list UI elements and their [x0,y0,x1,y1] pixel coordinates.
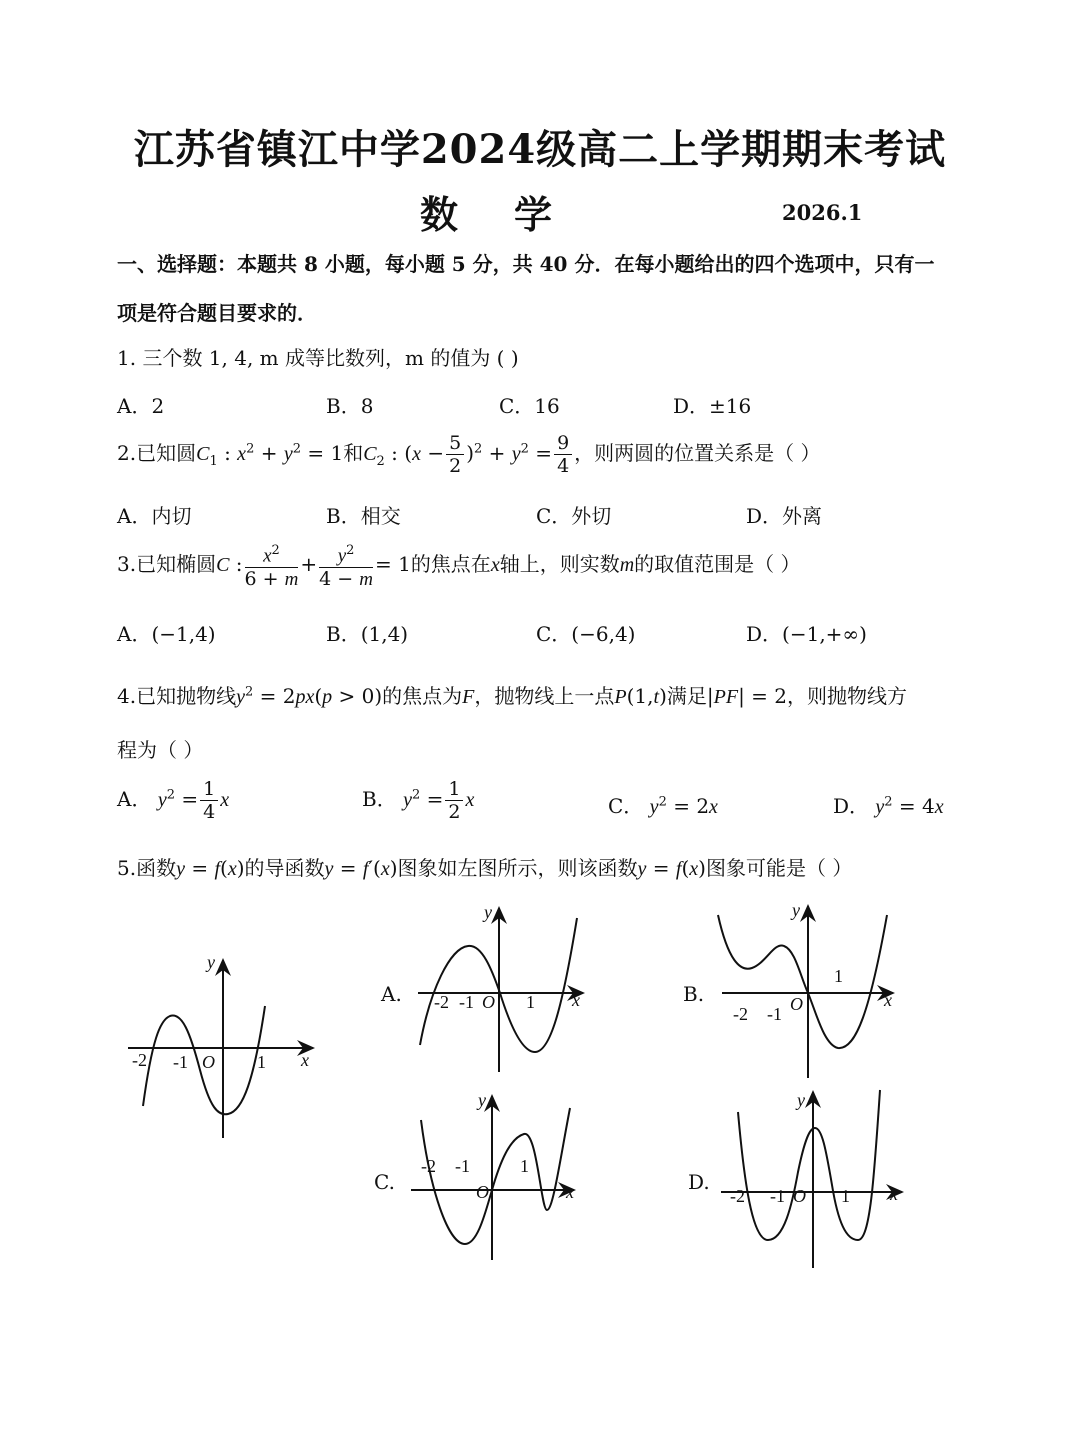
q2-option-c: C．外切 [536,504,612,528]
axis-label-x: x [890,1184,898,1204]
q1-option-b: B．8 [326,394,374,418]
q4-option-c-label: C． [608,794,644,818]
tick-label: -1 [459,992,474,1012]
q4-option-d: D． $y^2 = 4x$ [833,794,944,818]
q2-option-a: A．内切 [117,504,192,528]
q5-suffix: 图象可能是（ ） [705,856,853,880]
q3-option-b: B．(1,4) [326,622,409,646]
q4-option-c: C． $y^2 = 2x$ [608,794,718,818]
origin-label: O [482,992,495,1012]
tick-label: 1 [834,966,843,986]
question-4-cont: 程为（ ） [117,738,204,762]
section-heading-cont: 项是符合题目要求的． [117,301,317,325]
question-2: 2.已知圆$C_1$ : $x^2 + y^2 = 1$和$C_2$ : (x − $\frac{5}{2}$ )$^2 + y^2$ = $\frac{9}{4}$ ，则两圆的位置关系是（ ） [117,432,821,477]
q4-mid-3: 满足 [666,684,707,708]
q1-option-c: C．16 [499,394,560,418]
graph-option-a [418,908,583,1072]
tick-label: -1 [770,1186,785,1206]
question-4: 4.已知抛物线$y^2 = 2px(p > 0)$的焦点为F，抛物线上一点P(1,t)满足|PF| = 2，则抛物线方 [117,684,907,708]
question-5: 5.函数y = f(x)的导函数y = f′(x)图象如左图所示，则该函数y = f(x)图象可能是（ ） [117,856,853,880]
derivative-graph [128,960,313,1138]
axis-label-y: y [207,952,215,972]
tick-label: -2 [733,1004,748,1024]
q5-mid-1: 的导函数 [244,856,325,880]
axis-label-y: y [478,1090,486,1110]
graph-option-d [721,1090,902,1268]
origin-label: O [793,1186,806,1206]
axis-label-x: x [301,1050,309,1070]
q4-option-d-label: D． [833,794,870,818]
tick-label: -1 [173,1052,188,1072]
q2-option-d: D．外离 [746,504,823,528]
q2-and: 和 [343,441,364,465]
origin-label: O [790,994,803,1014]
q3-suffix-3: 的取值范围是（ ） [634,552,801,577]
origin-label: O [476,1182,489,1202]
graph-option-c-label: C. [374,1170,395,1194]
tick-label: -2 [434,992,449,1012]
tick-label: 1 [841,1186,850,1206]
tick-label: -1 [767,1004,782,1024]
tick-label: -1 [455,1156,470,1176]
tick-label: -2 [421,1156,436,1176]
q4-mid-1: 的焦点为 [382,684,463,708]
page-title: 江苏省镇江中学2024级高二上学期期末考试 [133,126,947,173]
axis-label-x: x [566,1182,574,1202]
q4-option-a: A． $y^2$ = $\frac{1}{4}$ x [117,778,230,823]
q3-suffix-1: 的焦点在 [410,552,491,577]
axis-label-y: y [797,1090,805,1110]
q4-option-b-label: B． [362,787,397,811]
section-heading: 一、选择题：本题共 8 小题，每小题 5 分，共 40 分．在每小题给出的四个选项中，只有一 [117,252,935,276]
q3-fraction-y: $\frac{y^2}{4 - m}$ [319,540,373,591]
exam-date: 2026.1 [782,200,863,225]
q2-suffix: ，则两圆的位置关系是（ ） [574,441,821,465]
q3-option-d: D．(−1,+∞) [746,622,867,646]
graph-option-d-label: D. [688,1170,710,1194]
tick-label: 1 [526,992,535,1012]
subject-title: 数学 [420,192,609,237]
graph-option-b-label: B. [683,982,705,1006]
graph-option-c [411,1096,574,1260]
axis-label-x: x [884,990,892,1010]
origin-label: O [202,1052,215,1072]
q4-mid-2: ，抛物线上一点 [474,684,615,708]
q4-option-b: B． $y^2$ = $\frac{1}{2}$ x [362,778,475,823]
q4-mid-4: ，则抛物线方 [787,684,907,708]
q3-fraction-x: $\frac{x^2}{6 + m}$ [245,540,299,591]
q2-option-b: B．相交 [326,504,401,528]
axis-label-y: y [792,900,800,920]
q3-option-c: C．(−6,4) [536,622,636,646]
graph-c-labels [421,1090,574,1202]
axis-label-y: y [484,902,492,922]
q3-option-a: A．(−1,4) [117,622,216,646]
tick-label: -2 [730,1186,745,1206]
tick-label: -2 [132,1050,147,1070]
q2-fraction-rhs: $\frac{9}{4}$ [554,432,572,477]
question-3: 3.已知椭圆C : $\frac{x^2}{6 + m}$ + $\frac{y^2}{4 - m}$ = 1的焦点在x轴上，则实数m的取值范围是（ ） [117,540,801,591]
q5-mid-2: 图象如左图所示，则该函数 [397,856,638,880]
q4-prefix: 4.已知抛物线 [117,684,237,708]
tick-label: 1 [257,1052,266,1072]
q1-option-d: D．±16 [673,394,752,418]
axis-label-x: x [572,990,580,1010]
q1-option-a: A．2 [117,394,165,418]
question-1: 1. 三个数 1, 4, m 成等比数列，m 的值为 ( ) [117,346,519,370]
q2-prefix: 2.已知圆 [117,441,197,465]
q2-fraction: $\frac{5}{2}$ [446,432,464,477]
graph-option-a-label: A. [381,982,402,1006]
graph-a-labels [434,902,580,1012]
graph-option-b [718,906,893,1078]
q3-suffix-2: 轴上，则实数 [499,552,620,577]
q3-prefix: 3.已知椭圆 [117,552,217,577]
q4-option-a-label: A． [117,787,152,811]
q5-prefix: 5.函数 [117,856,177,880]
tick-label: 1 [520,1156,529,1176]
derivative-graph-labels [132,952,309,1072]
